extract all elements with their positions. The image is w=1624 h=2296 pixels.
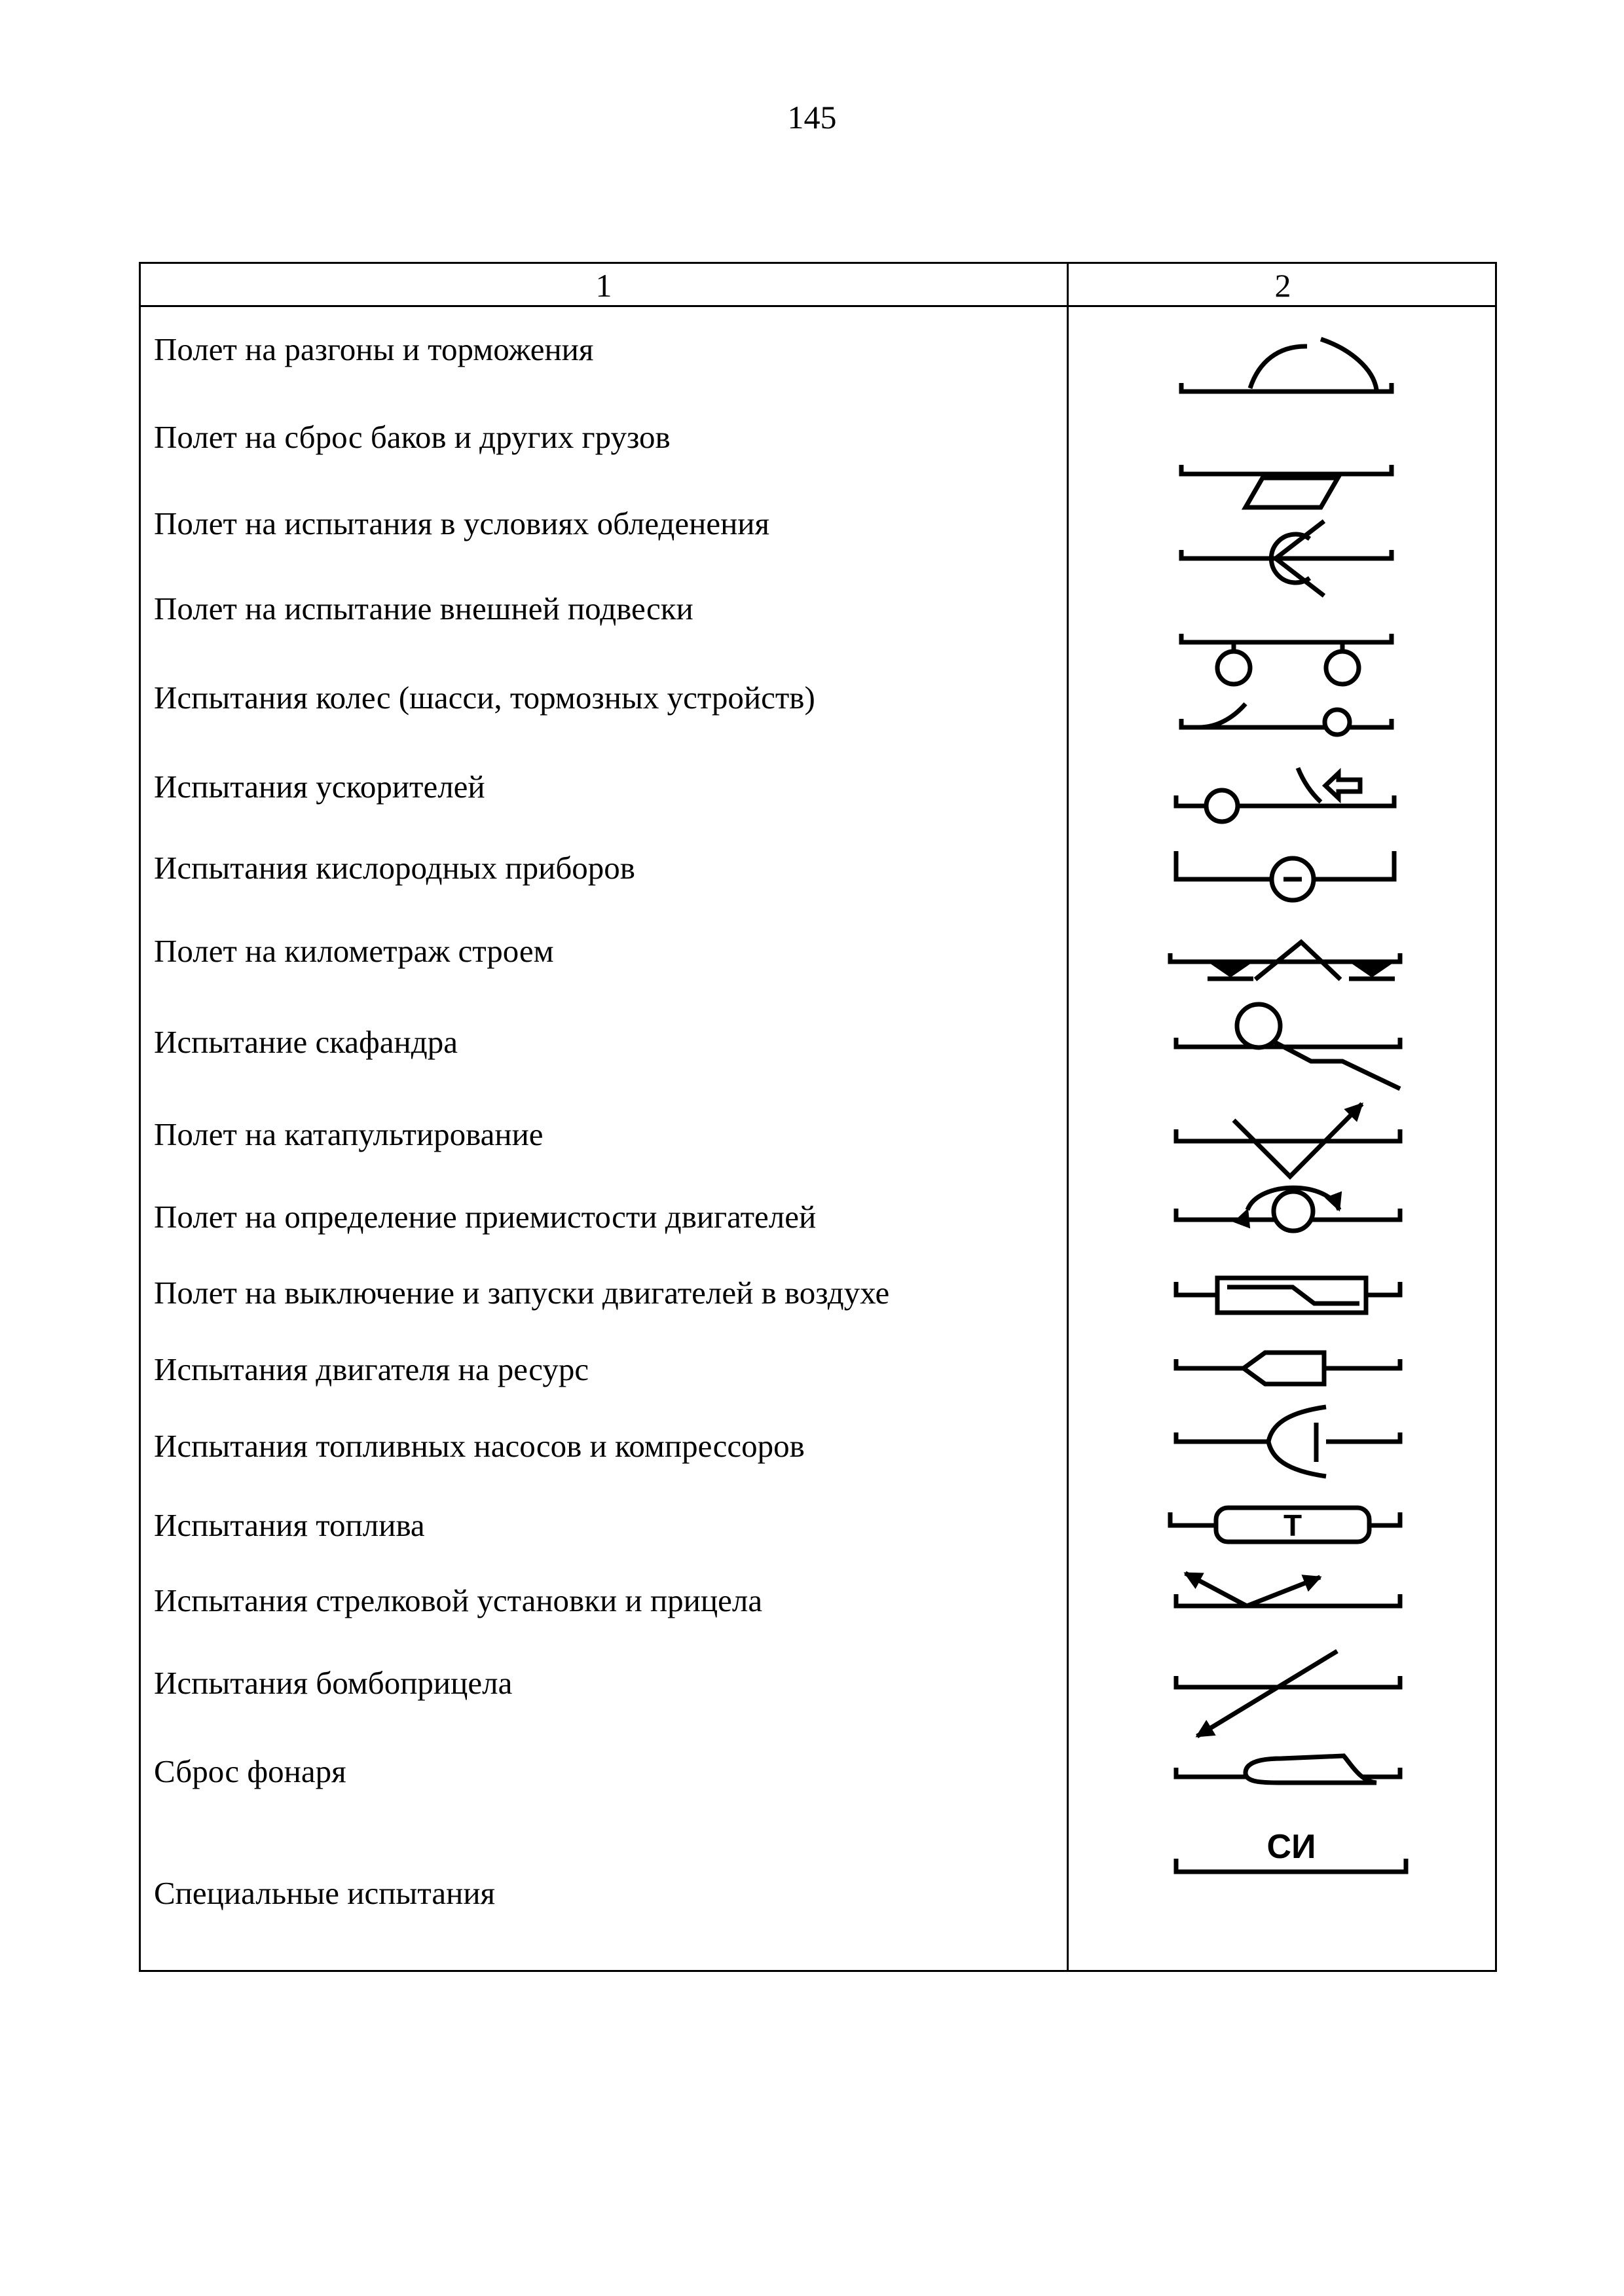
row-label: Испытания колес (шасси, тормозных устройств) <box>154 680 815 716</box>
row-label: Испытание скафандра <box>154 1024 458 1060</box>
engine-life-test-symbol <box>1176 1353 1400 1384</box>
symbols-column <box>1069 264 1497 1970</box>
row-label: Полет на испытания в условиях обледенения <box>154 505 770 541</box>
fuel-test-symbol <box>1170 1508 1400 1542</box>
row-label: Полет на разгоны и торможения <box>154 331 594 367</box>
row-label: Полет на катапультирование <box>154 1116 544 1152</box>
row-label: Испытания стрелковой установки и прицела <box>154 1582 763 1618</box>
row-label: Сброс фонаря <box>154 1753 346 1789</box>
icing-test-flight-symbol <box>1181 521 1392 596</box>
row-label: Испытания топлива <box>154 1507 425 1543</box>
column-header-2: 2 <box>1274 267 1291 304</box>
engine-shutdown-restart-flight-symbol <box>1176 1278 1400 1313</box>
row-label: Полет на выключение и запуски двигателей в воздухе <box>154 1275 890 1311</box>
special-tests-symbol <box>1176 1828 1406 1872</box>
row-label: Испытания двигателя на ресурс <box>154 1351 589 1387</box>
row-label: Полет на определение приемистости двигателей <box>154 1199 817 1235</box>
accel-decel-flight-symbol <box>1181 339 1392 392</box>
column-header-1: 1 <box>595 267 612 304</box>
boosters-test-symbol <box>1176 768 1394 822</box>
symbols-table <box>139 262 1497 1972</box>
ejection-flight-symbol <box>1176 1104 1400 1176</box>
gun-mount-sight-test-symbol <box>1176 1573 1400 1606</box>
engine-throttle-response-flight-symbol <box>1176 1188 1400 1231</box>
row-label: Полет на километраж строем <box>154 933 554 969</box>
row-label: Специальные испытания <box>154 1875 496 1911</box>
formation-mileage-flight-symbol <box>1170 942 1400 979</box>
row-label: Испытания ускорителей <box>154 769 485 805</box>
row-label: Испытания бомбоприцела <box>154 1665 513 1701</box>
row-label: Испытания топливных насосов и компрессоров <box>154 1428 805 1464</box>
external-suspension-flight-symbol <box>1181 634 1392 684</box>
fuel-pumps-compressors-test-symbol <box>1176 1407 1400 1476</box>
row-label: Полет на испытание внешней подвески <box>154 591 693 627</box>
fuel-symbol-letter: Т <box>1283 1508 1302 1542</box>
tank-drop-flight-symbol <box>1181 465 1392 507</box>
oxygen-devices-test-symbol <box>1176 851 1394 900</box>
wheels-test-symbol <box>1181 704 1392 735</box>
spacesuit-test-symbol <box>1176 1004 1400 1089</box>
special-symbol-text: СИ <box>1266 1828 1316 1866</box>
page-number: 145 <box>787 99 837 136</box>
row-label: Полет на сброс баков и других грузов <box>154 419 671 455</box>
canopy-jettison-symbol <box>1176 1756 1400 1783</box>
row-label: Испытания кислородных приборов <box>154 850 635 886</box>
bombsight-test-symbol <box>1176 1651 1400 1736</box>
